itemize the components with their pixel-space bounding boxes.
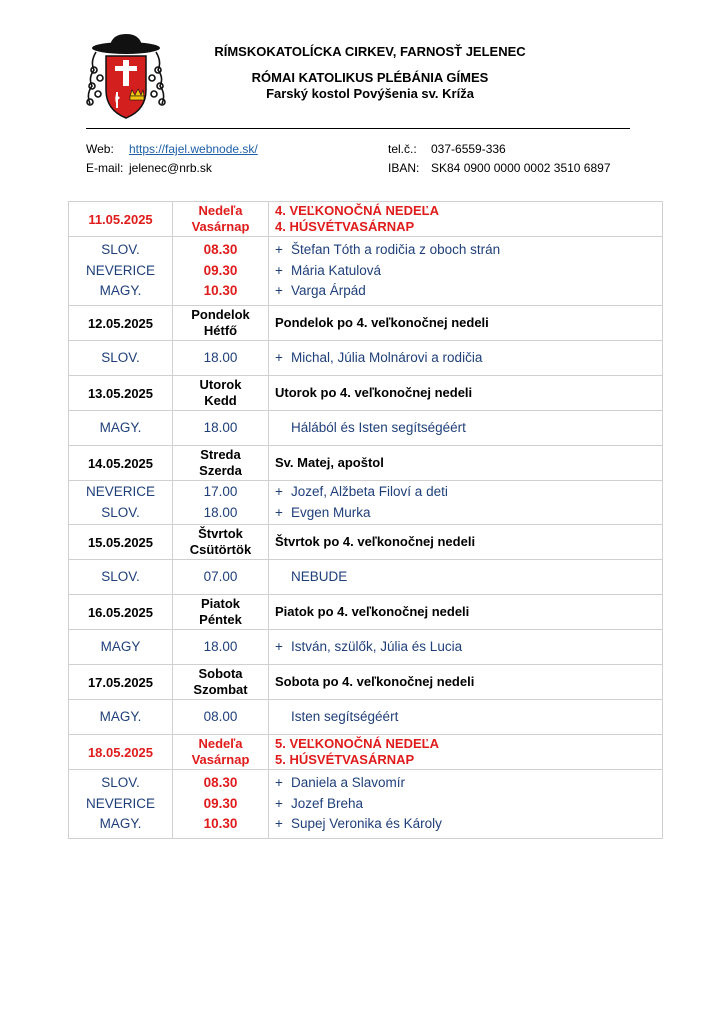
- mass-intentions: [269, 630, 663, 665]
- mass-row: [69, 411, 663, 446]
- tel-value: 037-6559-336: [431, 142, 506, 156]
- mass-time: 08.30: [203, 775, 238, 791]
- mass-place: MAGY: [69, 630, 173, 665]
- day-name: [173, 665, 269, 700]
- day-date: 15.05.2025: [69, 525, 173, 560]
- mass-row: [69, 700, 663, 735]
- deceased-marker: +: [275, 638, 283, 654]
- day-name: [173, 376, 269, 411]
- day-date: 12.05.2025: [69, 306, 173, 341]
- mass-intentions: [269, 237, 663, 306]
- mass-intention: NEBUDE: [291, 568, 348, 584]
- day-name: [173, 735, 269, 770]
- mass-time: 18.00: [173, 341, 269, 376]
- day-name-sk: Streda: [200, 447, 241, 462]
- day-name: [173, 306, 269, 341]
- day-name: [173, 202, 269, 237]
- deceased-marker: +: [275, 242, 283, 258]
- mass-times: [173, 770, 269, 839]
- mass-intention: Jozef Breha: [291, 795, 364, 811]
- day-name-hu: Szombat: [193, 682, 248, 697]
- deceased-marker: +: [275, 484, 283, 499]
- day-title-hu: 4. HÚSVÉTVASÁRNAP: [275, 219, 415, 234]
- day-name-sk: Nedeľa: [198, 736, 243, 751]
- mass-places: [69, 481, 173, 525]
- mass-intentions: [269, 770, 663, 839]
- day-title: Utorok po 4. veľkonočnej nedeli: [269, 376, 663, 411]
- mass-time: 17.00: [203, 484, 238, 499]
- contact-right: [388, 140, 611, 178]
- day-title: Sv. Matej, apoštol: [269, 446, 663, 481]
- deceased-marker: +: [275, 795, 283, 811]
- mass-intention: Michal, Júlia Molnárovi a rodičia: [291, 349, 483, 365]
- iban-label: IBAN:: [388, 161, 420, 175]
- web-link[interactable]: https://fajel.webnode.sk/: [129, 142, 258, 156]
- mass-times: [173, 481, 269, 525]
- contact-left: [86, 140, 258, 178]
- mass-intentions: [269, 560, 663, 595]
- day-name: [173, 525, 269, 560]
- day-row: [69, 446, 663, 481]
- header-line-2: RÓMAI KATOLIKUS PLÉBÁNIA GÍMES: [251, 70, 489, 85]
- deceased-marker: +: [275, 816, 283, 832]
- mass-place: SLOV.: [101, 242, 140, 258]
- day-name: [173, 446, 269, 481]
- day-name-sk: Nedeľa: [198, 203, 243, 218]
- mass-intention: Supej Veronika és Károly: [291, 816, 442, 832]
- day-row: [69, 306, 663, 341]
- mass-intention: Daniela a Slavomír: [291, 775, 406, 791]
- day-title: Piatok po 4. veľkonočnej nedeli: [269, 595, 663, 630]
- header-line-3: Farský kostol Povýšenia sv. Kríža: [266, 86, 474, 101]
- mass-place: NEVERICE: [85, 262, 156, 278]
- mass-places: [69, 237, 173, 306]
- header-line-1: RÍMSKOKATOLÍCKA CIRKEV, FARNOSŤ JELENEC: [214, 44, 526, 59]
- mass-place: SLOV.: [101, 775, 140, 791]
- day-title-hu: 5. HÚSVÉTVASÁRNAP: [275, 752, 415, 767]
- mass-place: SLOV.: [69, 341, 173, 376]
- day-name-hu: Vasárnap: [191, 219, 250, 234]
- mass-intention: Evgen Murka: [291, 504, 371, 520]
- day-date: 17.05.2025: [69, 665, 173, 700]
- mass-row: [69, 237, 663, 306]
- day-title-sk: 5. VEĽKONOČNÁ NEDEĽA: [275, 736, 439, 751]
- day-name-hu: Csütörtök: [189, 542, 252, 557]
- mass-places: [69, 770, 173, 839]
- mass-schedule-table: [68, 201, 663, 839]
- day-date: 13.05.2025: [69, 376, 173, 411]
- deceased-marker: +: [275, 775, 283, 791]
- mass-place: SLOV.: [101, 504, 140, 520]
- day-title-sk: 4. VEĽKONOČNÁ NEDEĽA: [275, 203, 439, 218]
- day-name: [173, 595, 269, 630]
- header-divider: [86, 128, 630, 129]
- mass-intentions: [269, 700, 663, 735]
- day-name-sk: Pondelok: [191, 307, 250, 322]
- mass-place: MAGY.: [69, 700, 173, 735]
- day-name-sk: Sobota: [198, 666, 243, 681]
- mass-intentions: [269, 411, 663, 446]
- mass-time: 08.30: [203, 242, 238, 258]
- day-name-hu: Kedd: [204, 393, 237, 408]
- mass-row: [69, 481, 663, 525]
- mass-place: MAGY.: [69, 411, 173, 446]
- deceased-marker: +: [275, 504, 283, 520]
- web-label: Web:: [86, 142, 114, 156]
- mass-intentions: [269, 481, 663, 525]
- mass-intentions: [269, 341, 663, 376]
- mass-row: [69, 630, 663, 665]
- mass-time: 18.00: [173, 630, 269, 665]
- day-row: [69, 665, 663, 700]
- mass-place: NEVERICE: [85, 484, 156, 499]
- day-name-sk: Utorok: [199, 377, 242, 392]
- mass-time: 09.30: [203, 262, 238, 278]
- day-row: [69, 376, 663, 411]
- mass-time: 07.00: [173, 560, 269, 595]
- mass-time: 18.00: [203, 504, 238, 520]
- day-row: [69, 735, 663, 770]
- iban-value: SK84 0900 0000 0002 3510 6897: [431, 161, 611, 175]
- mass-row: [69, 770, 663, 839]
- mass-intention: Varga Árpád: [291, 283, 366, 299]
- day-date: 14.05.2025: [69, 446, 173, 481]
- tel-label: tel.č.:: [388, 142, 417, 156]
- day-name-hu: Szerda: [199, 463, 242, 478]
- day-row: [69, 595, 663, 630]
- email-value: jelenec@nrb.sk: [129, 161, 212, 175]
- day-title: [269, 202, 663, 237]
- mass-row: [69, 560, 663, 595]
- day-name-hu: Hétfő: [203, 323, 238, 338]
- mass-intention: Mária Katulová: [291, 262, 382, 278]
- day-title: Pondelok po 4. veľkonočnej nedeli: [269, 306, 663, 341]
- mass-intention: Hálából és Isten segítségéért: [291, 419, 466, 435]
- mass-place: MAGY.: [99, 283, 142, 299]
- mass-time: 18.00: [173, 411, 269, 446]
- day-name-sk: Štvrtok: [198, 526, 243, 541]
- mass-times: [173, 237, 269, 306]
- mass-time: 08.00: [173, 700, 269, 735]
- mass-place: MAGY.: [99, 816, 142, 832]
- mass-intention: István, szülők, Júlia és Lucia: [291, 638, 463, 654]
- day-title: Štvrtok po 4. veľkonočnej nedeli: [269, 525, 663, 560]
- deceased-marker: +: [275, 262, 283, 278]
- mass-time: 10.30: [203, 816, 238, 832]
- day-title: Sobota po 4. veľkonočnej nedeli: [269, 665, 663, 700]
- mass-intention: Jozef, Alžbeta Filoví a deti: [291, 484, 448, 499]
- parish-crest-logo: [86, 32, 166, 120]
- mass-intention: Isten segítségéért: [291, 708, 399, 724]
- day-row: [69, 202, 663, 237]
- email-label: E-mail:: [86, 161, 124, 175]
- day-title: [269, 735, 663, 770]
- mass-place: SLOV.: [69, 560, 173, 595]
- day-date: 18.05.2025: [69, 735, 173, 770]
- day-name-sk: Piatok: [200, 596, 240, 611]
- mass-place: NEVERICE: [85, 795, 156, 811]
- deceased-marker: +: [275, 283, 283, 299]
- mass-time: 09.30: [203, 795, 238, 811]
- mass-time: 10.30: [203, 283, 238, 299]
- day-name-hu: Péntek: [199, 612, 242, 627]
- mass-intention: Štefan Tóth a rodičia z oboch strán: [291, 242, 501, 258]
- day-name-hu: Vasárnap: [191, 752, 250, 767]
- mass-row: [69, 341, 663, 376]
- day-row: [69, 525, 663, 560]
- deceased-marker: +: [275, 349, 283, 365]
- parish-header: [170, 44, 570, 102]
- day-date: 11.05.2025: [69, 202, 173, 237]
- day-date: 16.05.2025: [69, 595, 173, 630]
